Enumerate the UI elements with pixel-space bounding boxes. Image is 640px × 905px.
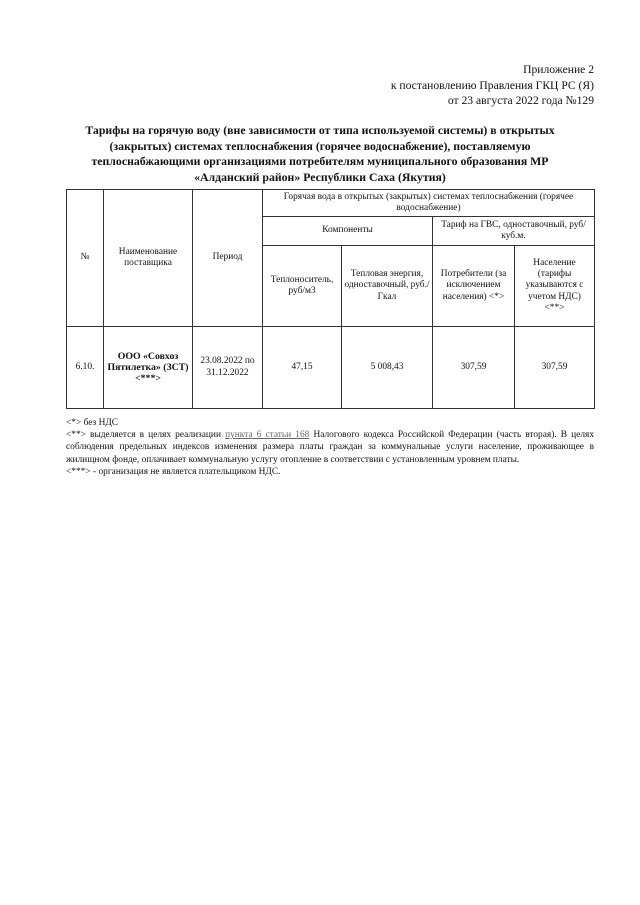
cell-thermal-energy: 5 008,43 xyxy=(342,327,433,409)
appendix-number: Приложение 2 xyxy=(523,63,594,76)
footnote-2-text: <**> выделяется в целях реализации xyxy=(66,430,226,441)
cell-supplier: ООО «Совхоз Пятилетка» (ЗСТ) <***> xyxy=(104,327,193,409)
footnote-1: <*> без НДС xyxy=(66,418,118,428)
header-supplier: Наименование поставщика xyxy=(104,190,193,327)
header-population: Население (тарифы указываются с учетом НДС) <**> xyxy=(515,246,595,327)
header-num: № xyxy=(67,190,104,327)
appendix-date: от 23 августа 2022 года №129 xyxy=(447,94,594,107)
cell-num: 6.10. xyxy=(67,327,104,409)
footnote-3: <***> - организация не является плательщиком НДС. xyxy=(66,466,281,477)
appendix-resolution: к постановлению Правления ГКЦ РС (Я) xyxy=(390,78,594,92)
tariff-table xyxy=(66,189,595,409)
table-row xyxy=(67,327,595,409)
cell-population: 307,59 xyxy=(515,327,595,409)
header-thermal-energy: Тепловая энергия, одноставочный, руб./Гкал xyxy=(342,246,433,327)
cell-consumers: 307,59 xyxy=(433,327,515,409)
header-period: Период xyxy=(193,190,263,327)
footnote-2-text-continued: Налогового кодекса Российской Федерации (часть вторая). В целях соблюдения предельных индексов изменения размера платы граждан за коммунальные услуги население, проживающее в жилищном фонде, оплачивает коммунальную услугу отопление в соответствии с установленным уровнем платы. xyxy=(66,430,595,465)
header-hot-water-group: Горячая вода в открытых (закрытых) системах теплоснабжения (горячее водоснабжение) xyxy=(263,190,595,217)
header-heat-carrier: Теплоноситель, руб/м3 xyxy=(263,246,342,327)
document-title: Тарифы на горячую воду (вне зависимости от типа используемой системы) в открытых (закрытых) системах теплоснабжения (горячее водоснабжение), поставляемую теплоснабжающими организациями потребителям муниципального образования МР «Алданский район» Республики Саха (Якутия) xyxy=(85,123,555,184)
header-consumers: Потребители (за исключением населения) <*> xyxy=(433,246,515,327)
footnotes xyxy=(66,417,594,478)
law-reference-link[interactable]: пункта 6 статьи 168 xyxy=(225,430,310,441)
footnote-2 xyxy=(66,429,594,466)
header-components: Компоненты xyxy=(263,217,433,246)
cell-heat-carrier: 47,15 xyxy=(263,327,342,409)
header-tariff: Тариф на ГВС, одноставочный, руб/куб.м. xyxy=(433,217,595,246)
appendix-header xyxy=(391,62,594,109)
cell-period: 23.08.2022 по 31.12.2022 xyxy=(193,327,263,409)
